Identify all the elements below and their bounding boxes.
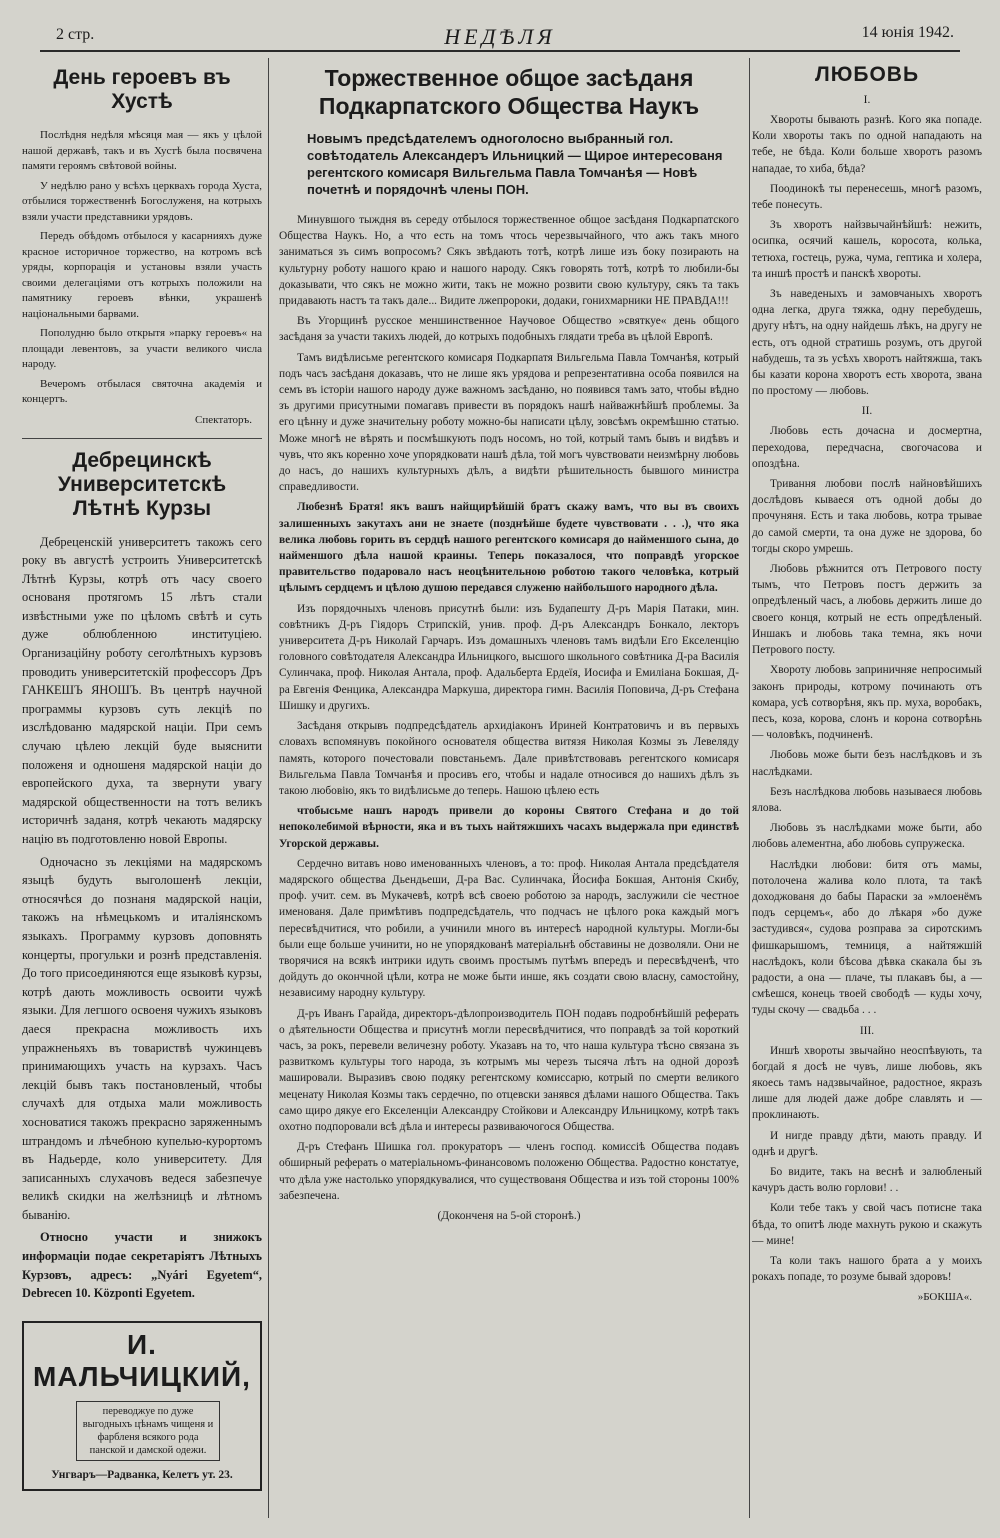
paragraph: Засѣданя открывъ подпредсѣдатель архидіаконъ Ириней Контратовичъ и въ первыхъ словахъ вспомянувъ покойного основателя общества витязя Николая Козмы зъ Левеляду память, которого почестовали повстаньемъ. Дале привѣтствовавъ регентского комисаря Вильгельма Павла Томчанѣя и просивъ его, чтобы и надале относився до нашихъ дѣлъ зъ такою любовію, якъ то видѣлисьме до теперь. Нашою цѣлею есть — [279, 720, 739, 797]
paragraph: Любовь рѣжнится отъ Петрового посту тымъ, что Петровъ постъ держить за опредѣленый часъ, а любовь держить лише до своего конця, котрый не есть опредѣленый. Иншакъ и любовь така темна, якъ ночи Петрового посту. — [752, 563, 982, 657]
article-title: ЛЮБОВЬ — [814, 63, 920, 86]
paragraph: Любовь есть дочасна и досмертна, переходова, передчасна, свогочасова и опоздѣна. — [752, 425, 982, 470]
paragraph: Д-ръ Иванъ Гарайда, директоръ-дѣлопроизводитель ПОН подавъ подробнѣйшій реферать о дѣятельности Общества и присутнѣ могли пересвѣдчитися, что поправдѣ за той короткий часъ, за рокъ, перевели величезну роботу. Указавъ на то, что наша культура тѣсно связана зъ развиткомъ культуры того народа, зъ котрымъ мы черезъ тысяча лѣтъ на одной дорозѣ машировали. Выразивъ свою подяку регентскому комиссарю, котрый по смерти великого меценату Николая Козмы такъ сердечно, по отцевски занявся дѣлами нашого Общества. Такъ само щиро дякуе его Екселенціи Александру Стойкови и Александру Ильницкому, котрѣ такъ охотно подпоровали всѣ дѣла и интересы развиваючогося Общества. — [279, 1007, 739, 1133]
section-number: I. — [863, 94, 871, 106]
paragraph: Одночасно зъ лекціями на мадярскомъ языцѣ будуть выголошенѣ лекціи, относячѣся до познаня мадярской націи, такожъ на нѣмецькомъ и италіянскомъ языкахъ. Программу курзовъ доповнять концерты, прогульки и рознѣ представленія. До того присоединяются еще языковѣ курзы, котрѣ дають можливость освоити чужѣ языки. Для легшого освоеня чужихъ языковъ даеся прекрасна можливость ихъ упражненьяхъ въ товариствѣ чужинцевъ принимающихъ участь на курзахъ. Часъ лекцій бывъ такъ постановленый, чтобы случахѣ для отдыха мали можливость хосноватися такожъ прекрасно заряженнымъ штрандомъ и лѣчебною купелью-курортомъ въ Надьерде, коло университету. Для записанныхъ слухачовъ ведеся забезпечуе великѣ скидки на желѣзницѣ и лѣтномъ быванію. — [22, 854, 262, 1222]
paragraph: Послѣдня недѣля мѣсяця мая — якъ у цѣлой нашой державѣ, такъ и въ Хустѣ была посвячена памяти героямъ свѣтовой войны. — [22, 129, 262, 172]
ad-company-name: И. МАЛЬЧИЦКИЙ, — [33, 1328, 251, 1392]
paragraph: Хвороту любовь заприничняе непросимый законъ природы, котрому починають отъ комара, усѣ сотворѣня, якъ пр. муха, воробакъ, песъ, коза, корова, слонъ и корона сотворѣнь — чоловѣкъ, подчиненѣ. — [752, 664, 982, 742]
article-subtitle: Новымъ предсѣдателемъ одноголосно выбранный гол. совѣтодатель Александеръ Ильницкий — Щирое интересованя регентского комисаря Вильгельма Павла Томчанѣя — Новѣ почетнѣ и порядочнѣ члены ПОН. — [307, 131, 723, 197]
continuation-note: (Доконченя на 5-ой сторонѣ.) — [437, 1209, 581, 1222]
paragraph: Безъ наслѣдкова любовь называеся любовь ялова. — [752, 785, 982, 814]
header-rule — [40, 50, 960, 52]
advertisement — [22, 1321, 262, 1491]
paragraph: Хвороты бывають разнѣ. Кого яка попаде. Коли хвороты такъ по одной нападають на тебе, не бѣда. Коли больше хворотъ разомъ нападае, то хиба, бѣда? — [752, 114, 982, 175]
paragraph: Иншѣ хвороты звычайно неоспѣвують, та богдай я досѣ не чувъ, лише любовь, якъ якоесь тамъ надзвычайное, радостное, якразъ лише для людей даже добре славлять и — проклинають. — [752, 1044, 982, 1122]
section-number: II. — [861, 405, 873, 418]
right-column — [752, 58, 982, 1518]
paragraph: Минувшого тыждня въ середу отбылося торжественное общое засѣданя Подкарпатского Общества Наукъ. Но, а что есть на томъ чтось черезвычайного, что ажъ такъ много заниматься зъ симъ вопросомъ? Сякъ звѣдають тотѣ, котрѣ лише изъ боку позирають на культурну роботу нашого краю и нашого народу. Сякъ говорять тотѣ, котрѣ то любили-бы доказывати, что сякъ не можно жити, такъ не можно розвити свою культуру, сякъ та такъ придавають настъ та такъ дале... Видите лжепророки, додаки, гонихмарники НЕ ПРАВДА!!! — [279, 214, 739, 308]
article-signature: Спектаторъ. — [195, 413, 252, 426]
article-debrecen-courses — [22, 449, 262, 1303]
article-title: Торжественное общое засѣданя Подкарпатского Общества Наукъ — [318, 65, 700, 119]
paragraph: Пополудню было открытя »парку героевъ« на площади левентовъ, за участи великого числа народу. — [22, 327, 262, 370]
left-column — [22, 58, 262, 1518]
paragraph: Зъ хворотъ найзвычайнѣйшѣ: нежить, осипка, осячий кашель, коросота, колька, тетюха, гостець, ружа, чума, гептика и холера, та иншѣ простѣ и панскѣ хвороты. — [752, 219, 982, 280]
page-number: 2 стр. — [56, 26, 95, 43]
article-heroes-day — [22, 66, 262, 426]
paragraph: Зъ наведеныхъ и замовчаныхъ хворотъ одна легка, друга тяжка, одну перебудешь, другу нѣтъ, на одну найдешь лѣкъ, на другу не есть, отъ одной стратишь розумъ, отъ другой набудешь, та зъ усѣхъ хворотъ найтяжша, такъ бы казати корона хворотъ есть хворота, звана по простому — любовь. — [752, 288, 982, 398]
section-number: III. — [859, 1024, 875, 1037]
paragraph: Коли тебе такъ у свой часъ потисне така бѣда, то опитѣ люде махнуть рукою и скажуть — мине! — [752, 1202, 982, 1247]
paragraph: Относно участи и знижокъ информаціи подае секретаріятъ Лѣтныхъ Курзовъ, адресъ: „Nyári Egyetem“, Debrecen 10. Központi Egyetem. — [22, 1230, 262, 1301]
middle-column — [268, 58, 750, 1518]
ad-address: Унгваръ—Радванка, Келетъ ут. 23. — [51, 1468, 233, 1481]
paragraph: Любовь зъ наслѣдками може быти, або любовь алементна, або любовь супружеска. — [752, 822, 982, 851]
article-title: День героевъ въ Хустѣ — [53, 66, 231, 113]
quote-block: чтобысьме нашъ народъ привели до короны Святого Стефана и до той непоколебимой вѣрности, яка и въ тыхъ найтяжшихъ часахъ выдержала при единствѣ Угорской державы. — [279, 805, 739, 850]
paragraph: Сердечно витавъ ново именованныхъ членовъ, а то: проф. Николая Антала предсѣдателя мадярского общества Дьендьеши, Д-ра Вас. Сулинчака, Йосифа Бокшая, Антонія Скибу, проф. учит. сем. въ Мукачевѣ, котрѣ всѣ своею роботою за народъ, заслужили сіе честное именованя. Дале примѣтивъ подпредсѣдатель, что подчасъ не цѣлого рока каждый могъ пересвѣдчитися, что робили, а учинили много въ интересѣ народной культуры. Могли-бы были еще больше учинити, но не упорядкованѣ матеріальнѣ обставины не дозволяли. Они не творячися на всякѣ интрики идуть своимъ простымъ путѣмъ впередъ и пересвѣдченѣ, что дойдуть до окончной цѣли, котра не може быти инше, якъ создати свою власну, самостойну, независиму народну культуру. — [279, 857, 739, 1000]
ad-description: переводжуе по дуже выгодныхъ цѣнамъ чищеня и фарбленя всякого рода панской и дамской одежи. — [76, 1401, 220, 1461]
article-title: Дебрецинскѣ Университетскѣ Лѣтнѣ Курзы — [57, 448, 227, 520]
quote-block: Любезнѣ Братя! якъ вашъ найщирѣйшій братъ скажу вамъ, что вы въ своихъ залишенныхъ закутахъ ани не знаете (позднѣйше будете чувствовати . . .), что яка велика любовь горить въ сердцѣ нашого регентского комисаря до найменшого сына, до найменшого дѣла нашой краины. Теперь показалося, что поправдѣ угорское правительство подаровало насъ неоцѣнительною роботою такого человѣка, котрый цѣлымъ сердцемъ и цѣлою душою передався служеню найбольшого народного дѣла. — [279, 501, 739, 595]
newspaper-title: НЕДѢЛЯ — [444, 24, 556, 49]
paragraph: У недѣлю рано у всѣхъ церквахъ города Хуста, отбылися торжественнѣ Богослуженя, на котрыхъ взяли участи представники урядовъ. — [22, 179, 262, 223]
paragraph: Тамъ видѣлисьме регентского комисаря Подкарпатя Вильгельма Павла Томчанѣя, котрый подъ часъ засѣданя доказавъ, что не лише якъ урядова и репрезентативна особа появился на семъ въ історіи нашого народу дуже важномъ засѣданю, но появився тамъ зато, чтобы вѣдно зъ другими присутными помагавъ привести въ порядокъ нашѣ найважнѣйшѣ проблемы. За его цѣнну и дуже значительну роботу можно-бы написати цѣлу, зовсѣмъ окремѣшню статью. Може многѣ не вѣрять и посмѣшкують подъ носомъ, но той, котрый тамъ бывъ и видѣвъ и чувъ, что якъ коренно хоче упорядковати нашѣ дѣла, той могъ чувствовати неизмѣрну любовь до насъ, до нашихъ культурныхъ дѣлъ, а видѣти рѣшительность бывшого министра справедливости. — [279, 351, 739, 494]
paragraph: И нигде правду дѣти, мають правду. И однѣ и другѣ. — [752, 1129, 982, 1158]
paragraph: Вечеромъ отбылася святочна академія и концертъ. — [22, 377, 262, 405]
paragraph: Изъ порядочныхъ членовъ присутнѣ были: изъ Будапешту Д-ръ Марія Патаки, мин. совѣтникъ Д-ръ Гіядоръ Стрипскій, унив. проф. Д-ръ Александръ Бонкало, лекторъ университета Д-ръ Николай Гарчаръ. Изъ домашныхъ членовъ тамъ видѣли Его Екселенцію головного совѣтодателя Александра Ильницкого, высшого школьного совѣтника Д-ра Василія Сулинчака, проф. Николая Антала, проф. Адальберта Ердеїя, Иосифа и Емиліана Бокшая, Д-ра Евгенія Фенцика, Александра Маркуша, директора гимн. Василія Поповича, Д-ръ Стефана Шишку и другихъ. — [279, 602, 739, 712]
divider — [22, 438, 262, 439]
paragraph: Тривання любови послѣ найновѣйшихъ дослѣдовъ кываеся отъ одной добы до прочуняня. Есть и така любовь, котра трывае до самой смерти, та она дуже не здорова, бо тогды скоро умрешь. — [752, 478, 982, 555]
paragraph: Въ Угорщинѣ русское меншинственное Научовое Общество »святкуе« день общого засѣданя за участи такихъ людей, до котрыхъ подобныхъ глядати треба въ цѣлой Европѣ. — [279, 315, 739, 344]
paragraph: Наслѣдки любови: битя отъ мамы, потолочена жалива коло плота, та такѣ доходжованя до бабы Параски за »млоенёмъ подъ серцемъ«, або до лѣкаря »бо дуже застудився«, судова розправа за сиротскимъ фишкарышомъ, темниця, а найтяжшій наслѣдокъ, коли бѣсова дѣвка скакала бы зъ радости, а она — плаче, ты плакавъ бы, а — смѣешся, конець твоей свободѣ — куды хочу, туды скочу — свадьба . . . — [752, 858, 982, 1017]
issue-date: 14 юнія 1942. — [861, 24, 954, 41]
article-signature: »БОКША«. — [917, 1291, 972, 1304]
paragraph: Любовь може быти безъ наслѣдковъ и зъ наслѣдками. — [752, 749, 982, 778]
paragraph: Передъ обѣдомъ отбылося у касарнияхъ дуже красное историчное торжество, на котромъ всѣ уряды, корпорація и установы взяли участь своими делегаціями отъ котрыхъ положили на памятнику героевъ вѣнки, украшенѣ національными барвами. — [22, 230, 262, 320]
paragraph: Д-ръ Стефанъ Шишка гол. прокураторъ — членъ господ. комиссіѣ Общества подавъ обширный реферать о матеріальномъ-финансовомъ положеню Общества. Радостно констатуе, что дѣла уже настолько упорядкувалися, что существованя Общества и изъ той стороны 100% забезпечена. — [279, 1141, 739, 1202]
page-header — [40, 20, 960, 48]
paragraph: Бо видите, такъ на веснѣ и залюбленый качуръ дасть волю горлови! . . — [752, 1165, 982, 1195]
paragraph: Та коли такъ нашого брата а у моихъ рокахъ попаде, то розуме бывай здоровъ! — [752, 1255, 982, 1284]
paragraph: Дебреценскій университетъ такожъ сего року въ августѣ устроить Университетскѣ Лѣтнѣ Курзы, котрѣ отъ часу своего основаня протягомъ 15 лѣтъ стали извѣстными уже по цѣломъ свѣтѣ и суть дуже облюбленною институціею. Организаційну роботу сеголѣтныхъ курзовъ проводить университетскій профессоръ Дръ ГАНКЕШЪ ЯНОШЪ. Въ центрѣ научной программы курзовъ суть лекціѣ по изслѣдованю мадярской націи. При семъ случаю цѣлею лекцій буде выяснити положеня и одношеня мадярской націи до европейского духа, та звернути увагу мадярской общественности на тотъ великъ историчнѣ заданя, котрѣ чекають мадярску націю въ подготовленю новой Европы. — [22, 534, 262, 846]
paragraph: Поодинокѣ ты перенесешь, многѣ разомъ, тебе понесуть. — [752, 182, 982, 212]
